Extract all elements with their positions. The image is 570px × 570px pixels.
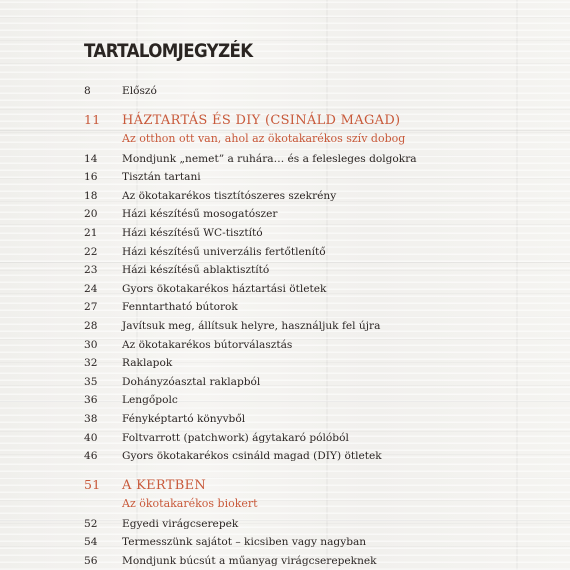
toc-entry[interactable] bbox=[84, 391, 544, 410]
entry-page-number: 28 bbox=[84, 319, 98, 332]
entry-page-number: 24 bbox=[84, 282, 98, 295]
toc-heading: TARTALOMJEGYZÉK bbox=[84, 41, 253, 62]
entry-title: Az ökotakarékos tisztítószeres szekrény bbox=[122, 189, 337, 202]
entry-page-number: 54 bbox=[84, 536, 98, 549]
toc-entry[interactable] bbox=[84, 354, 544, 373]
chapter-subtitle: Az ökotakarékos biokert bbox=[122, 496, 258, 510]
entry-page-number: 40 bbox=[84, 431, 98, 444]
entry-title: Fenntartható bútorok bbox=[122, 301, 238, 314]
entry-page-number: 23 bbox=[84, 264, 98, 277]
entry-title: Fényképtartó könyvből bbox=[122, 412, 246, 425]
toc-entry[interactable] bbox=[84, 533, 544, 552]
entry-title: Házi készítésű mosogatószer bbox=[122, 208, 278, 221]
entry-page-number: 36 bbox=[84, 394, 98, 407]
entry-title: Egyedi virágcserepek bbox=[122, 517, 239, 530]
toc-chapter[interactable] bbox=[84, 110, 544, 147]
toc-entry[interactable] bbox=[84, 224, 544, 243]
toc-entry[interactable] bbox=[84, 336, 544, 355]
entry-page-number: 16 bbox=[84, 171, 98, 184]
entry-title: Előszó bbox=[122, 85, 157, 97]
toc-entry[interactable] bbox=[84, 410, 544, 429]
chapter-title: A KERTBEN bbox=[122, 477, 207, 493]
toc-entry[interactable] bbox=[84, 515, 544, 534]
entry-page-number: 22 bbox=[84, 245, 98, 258]
entry-title: Az ökotakarékos bútorválasztás bbox=[122, 338, 293, 351]
entry-page-number: 52 bbox=[84, 517, 98, 530]
entry-page-number: 56 bbox=[84, 554, 98, 567]
toc-entry[interactable] bbox=[84, 317, 544, 336]
entry-title: Gyors ökotakarékos csináld magad (DIY) ötletek bbox=[122, 450, 382, 463]
toc-chapter[interactable] bbox=[84, 475, 544, 512]
toc-chapter-heading bbox=[84, 110, 544, 130]
toc-entry[interactable] bbox=[84, 298, 544, 317]
entry-title: Termesszünk sajátot – kicsiben vagy nagyban bbox=[122, 536, 367, 549]
entry-title: Házi készítésű WC-tisztító bbox=[122, 226, 263, 239]
entry-title: Lengőpolc bbox=[122, 394, 178, 407]
entry-page-number: 18 bbox=[84, 189, 98, 202]
toc-entry[interactable] bbox=[84, 205, 544, 224]
toc-chapter-heading bbox=[84, 475, 544, 495]
entry-page-number: 35 bbox=[84, 375, 98, 388]
table-of-contents bbox=[84, 40, 544, 570]
entry-title: Raklapok bbox=[122, 357, 173, 370]
entry-title: Házi készítésű univerzális fertőtlenítő bbox=[122, 245, 326, 258]
chapter-page-number: 11 bbox=[84, 111, 101, 127]
entry-title: Mondjunk búcsút a műanyag virágcserepeknek bbox=[122, 554, 377, 567]
toc-entry[interactable] bbox=[84, 243, 544, 262]
chapter-title: HÁZTARTÁS ÉS DIY (CSINÁLD MAGAD) bbox=[122, 112, 401, 128]
entry-page-number: 8 bbox=[84, 85, 91, 97]
entry-title: Dohányzóasztal raklapból bbox=[122, 375, 261, 388]
entry-page-number: 46 bbox=[84, 450, 98, 463]
entry-title: Mondjunk „nemet” a ruhára… és a felesleges dolgokra bbox=[122, 152, 417, 165]
entry-page-number: 20 bbox=[84, 208, 98, 221]
toc-entry-list bbox=[84, 82, 544, 570]
toc-entry[interactable] bbox=[84, 82, 544, 101]
entry-title: Gyors ökotakarékos háztartási ötletek bbox=[122, 282, 327, 295]
entry-page-number: 32 bbox=[84, 357, 98, 370]
toc-entry[interactable] bbox=[84, 447, 544, 466]
entry-page-number: 21 bbox=[84, 226, 98, 239]
toc-entry[interactable] bbox=[84, 187, 544, 206]
entry-page-number: 27 bbox=[84, 301, 98, 314]
entry-page-number: 38 bbox=[84, 412, 98, 425]
toc-entry[interactable] bbox=[84, 168, 544, 187]
toc-entry[interactable] bbox=[84, 552, 544, 570]
toc-entry[interactable] bbox=[84, 373, 544, 392]
toc-entry[interactable] bbox=[84, 429, 544, 448]
entry-page-number: 30 bbox=[84, 338, 98, 351]
toc-entry[interactable] bbox=[84, 261, 544, 280]
toc-entry[interactable] bbox=[84, 150, 544, 169]
toc-entry[interactable] bbox=[84, 280, 544, 299]
entry-page-number: 14 bbox=[84, 152, 98, 165]
entry-title: Foltvarrott (patchwork) ágytakaró pólóból bbox=[122, 431, 349, 444]
chapter-page-number: 51 bbox=[84, 476, 101, 492]
entry-title: Tisztán tartani bbox=[122, 171, 201, 184]
entry-title: Javítsuk meg, állítsuk helyre, használjuk fel újra bbox=[122, 319, 381, 332]
chapter-subtitle: Az otthon ott van, ahol az ökotakarékos szív dobog bbox=[122, 131, 406, 145]
entry-title: Házi készítésű ablaktisztító bbox=[122, 264, 270, 277]
